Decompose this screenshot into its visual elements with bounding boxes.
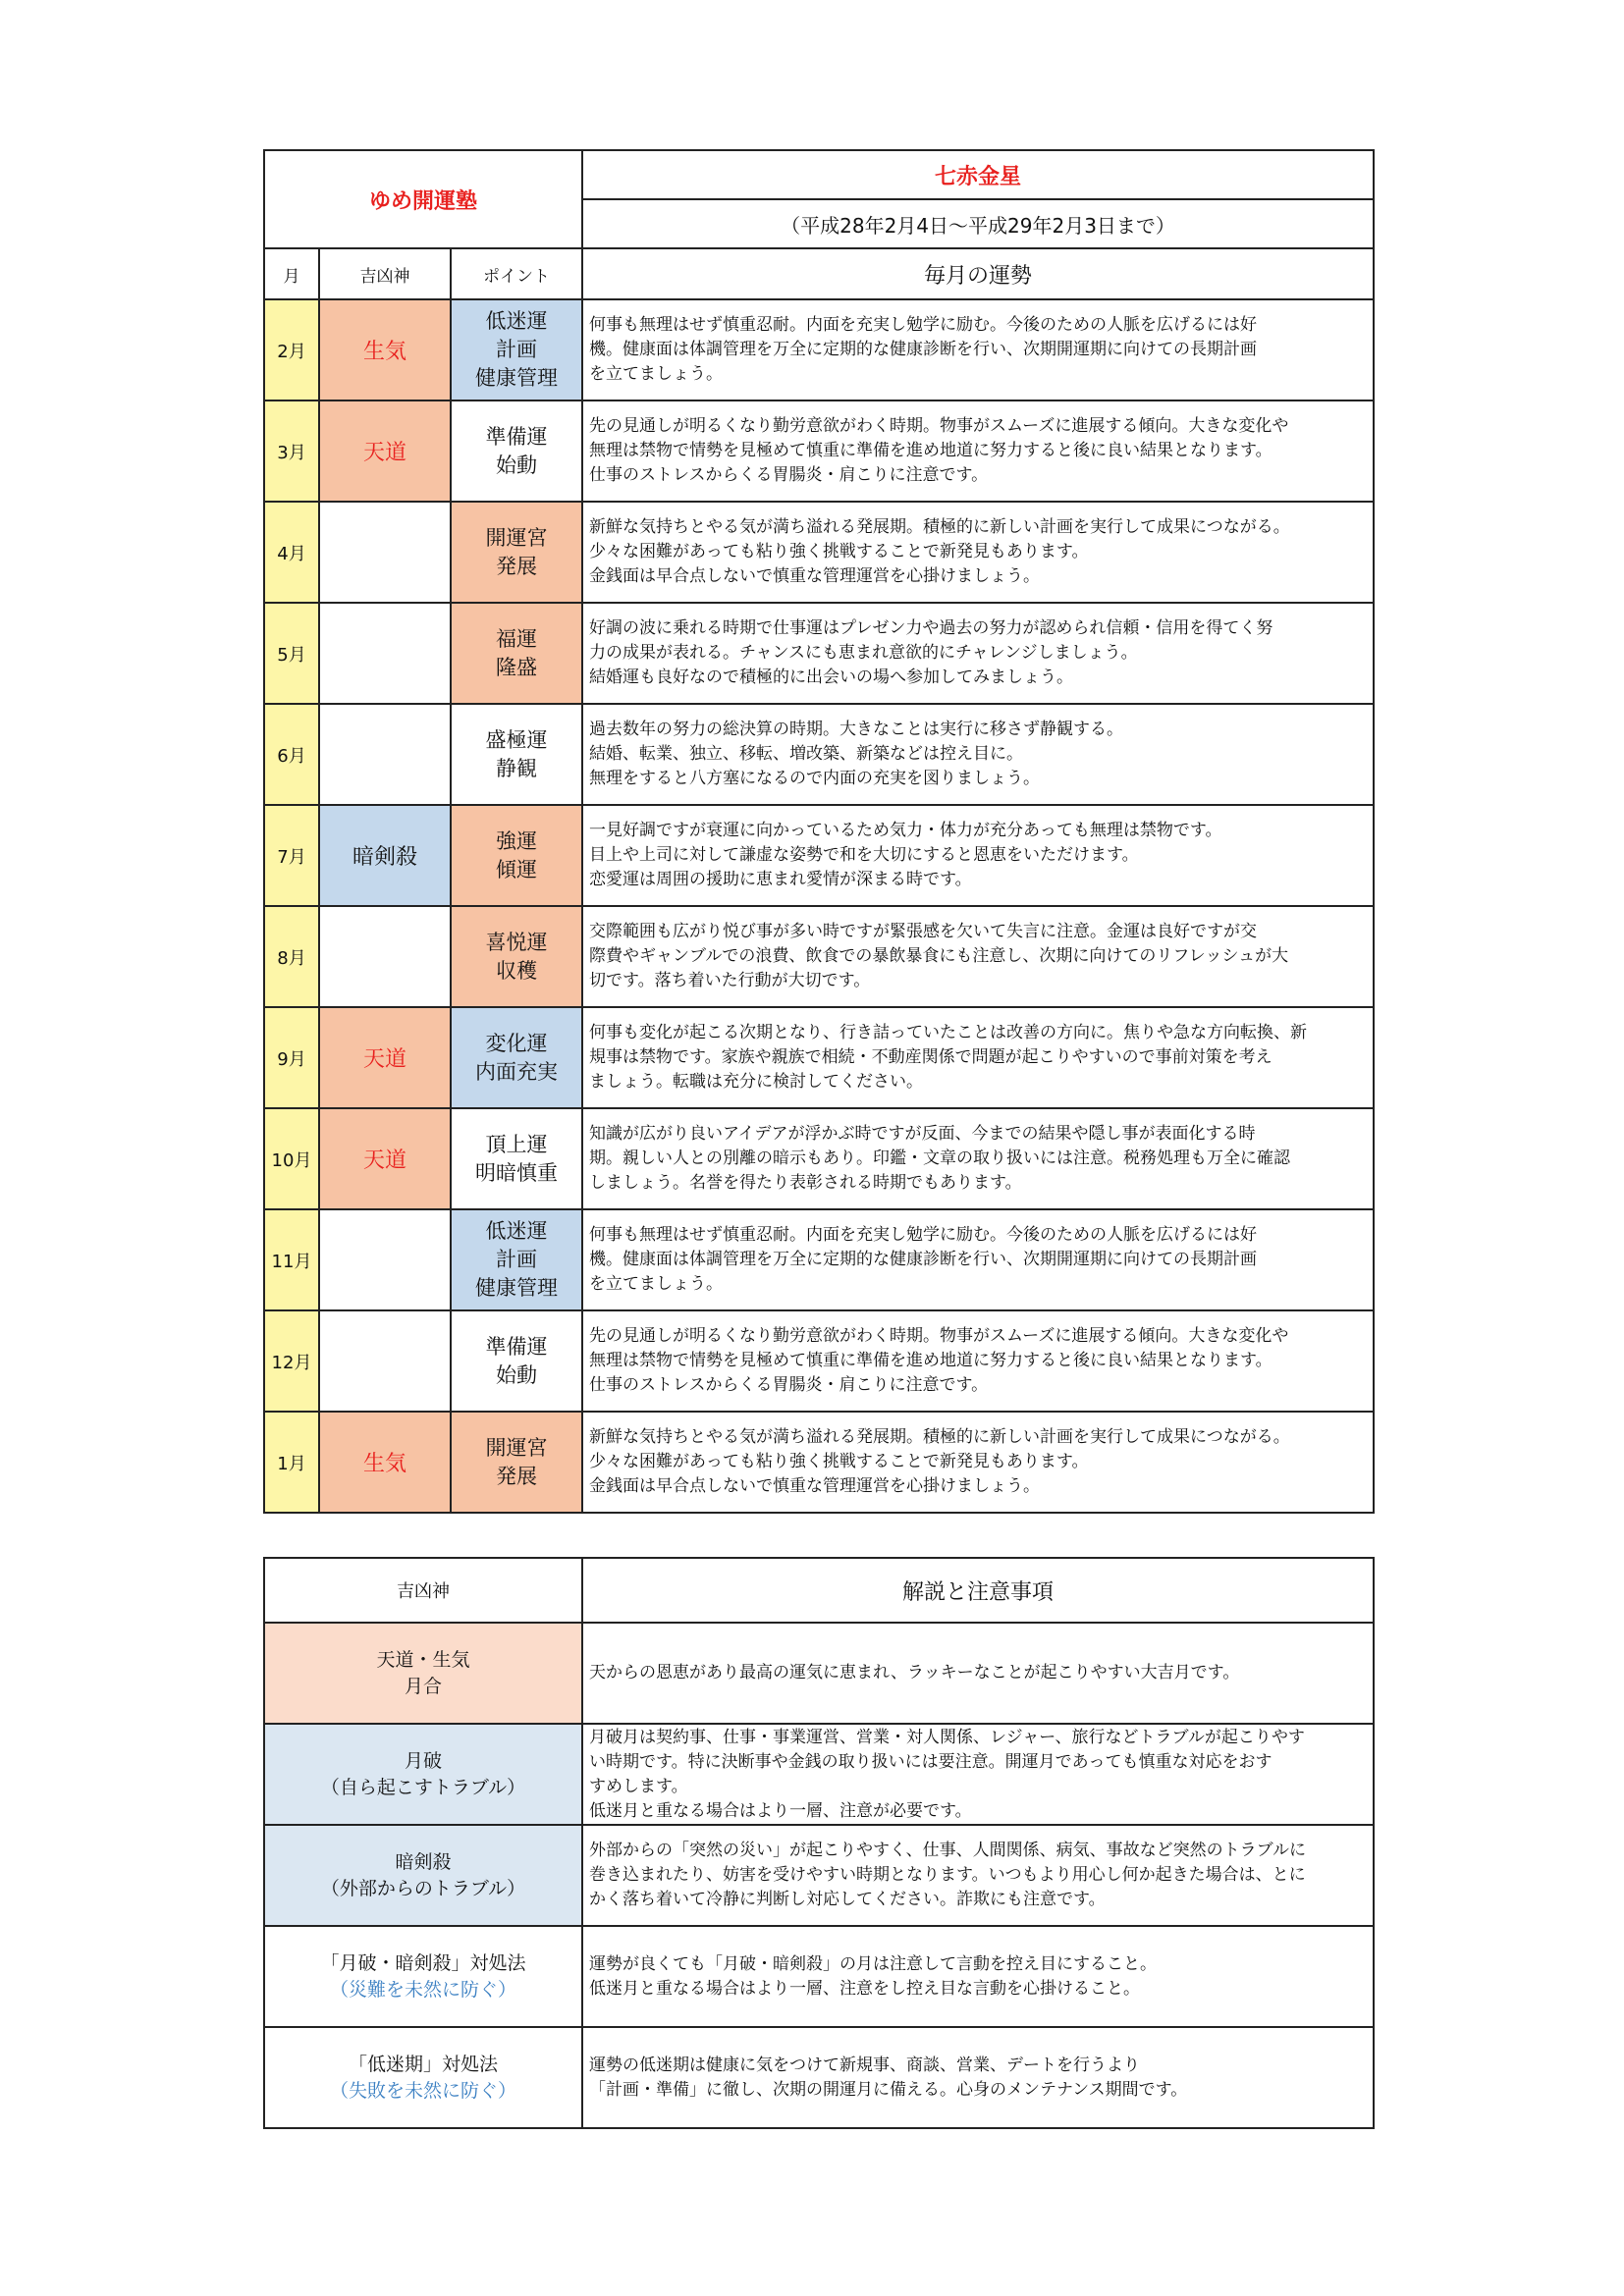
legend-name-cell bbox=[264, 1724, 582, 1825]
month-cell: 5月 bbox=[264, 603, 319, 704]
table-row bbox=[264, 1310, 1374, 1412]
point-line: 発展 bbox=[496, 1464, 538, 1488]
point-line: 発展 bbox=[496, 554, 538, 578]
point-line: 強運 bbox=[496, 828, 538, 853]
point-cell bbox=[451, 1310, 582, 1412]
description-line: 何事も無理はせず慎重忍耐。内面を充実し勉学に励む。今後のための人脈を広げるには好 bbox=[589, 1225, 1258, 1245]
legend-table bbox=[263, 1557, 1375, 2129]
legend-row bbox=[264, 1825, 1374, 1926]
description-line: 過去数年の努力の総決算の時期。大きなことは実行に移さず静観する。 bbox=[589, 720, 1124, 739]
legend-name-line: （自ら起こすトラブル） bbox=[320, 1776, 526, 1798]
description-line: 結婚運も良好なので積極的に出会いの場へ参加してみましょう。 bbox=[589, 667, 1074, 687]
kikyo-cell bbox=[319, 1209, 451, 1310]
legend-name-line: 月破 bbox=[404, 1749, 442, 1772]
point-line: 傾運 bbox=[496, 857, 538, 881]
description-line: 外部からの「突然の災い」が起こりやすく、仕事、人間関係、病気、事故など突然のトラブルに bbox=[589, 1841, 1306, 1860]
description-line: 少々な困難があっても粘り強く挑戦することで新発見もあります。 bbox=[589, 542, 1089, 561]
description-line: 交際範囲も広がり悦び事が多い時ですが緊張感を欠いて失言に注意。金運は良好ですが交 bbox=[589, 922, 1258, 941]
table-row bbox=[264, 603, 1374, 704]
month-cell: 8月 bbox=[264, 906, 319, 1007]
description-line: 恋愛運は周囲の援助に恵まれ愛情が深まる時です。 bbox=[589, 870, 972, 889]
point-line: 始動 bbox=[496, 453, 538, 477]
table-row bbox=[264, 1108, 1374, 1209]
point-line: 喜悦運 bbox=[485, 930, 548, 954]
table-row bbox=[264, 805, 1374, 906]
description-line: しましょう。名誉を得たり表彰される時期でもあります。 bbox=[589, 1173, 1022, 1193]
point-cell bbox=[451, 704, 582, 805]
fortune-description bbox=[582, 299, 1374, 400]
kikyo-cell: 天道 bbox=[319, 1108, 451, 1209]
month-cell: 4月 bbox=[264, 502, 319, 603]
point-cell bbox=[451, 603, 582, 704]
point-line: 隆盛 bbox=[496, 655, 538, 679]
point-cell bbox=[451, 906, 582, 1007]
table-row bbox=[264, 502, 1374, 603]
description-line: 運勢が良くても「月破・暗剣殺」の月は注意して言動を控え目にすること。 bbox=[589, 1953, 1157, 1974]
description-line: 少々な困難があっても粘り強く挑戦することで新発見もあります。 bbox=[589, 1452, 1089, 1471]
kikyo-cell: 生気 bbox=[319, 1412, 451, 1513]
description-line: 機。健康面は体調管理を万全に定期的な健康診断を行い、次期開運期に向けての長期計画 bbox=[589, 1250, 1258, 1269]
point-line: 計画 bbox=[496, 338, 538, 361]
point-cell bbox=[451, 1209, 582, 1310]
point-cell bbox=[451, 299, 582, 400]
description-line: 新鮮な気持ちとやる気が満ち溢れる発展期。積極的に新しい計画を実行して成果につながる。 bbox=[589, 1427, 1290, 1447]
fortune-description bbox=[582, 1007, 1374, 1108]
point-cell bbox=[451, 1108, 582, 1209]
fortune-description bbox=[582, 704, 1374, 805]
description-line: 期。親しい人との別離の暗示もあり。印鑑・文章の取り扱いには注意。税務処理も万全に確認 bbox=[589, 1148, 1291, 1168]
description-line: 低迷月と重なる場合はより一層、注意が必要です。 bbox=[589, 1800, 972, 1821]
description-line: 規事は禁物です。家族や親族で相続・不動産関係で問題が起こりやすいので事前対策を考え bbox=[589, 1047, 1272, 1067]
legend-col-desc-header: 解説と注意事項 bbox=[582, 1558, 1374, 1623]
point-line: 静観 bbox=[496, 756, 538, 780]
description-line: すめします。 bbox=[589, 1776, 688, 1796]
description-line: 機。健康面は体調管理を万全に定期的な健康診断を行い、次期開運期に向けての長期計画 bbox=[589, 340, 1258, 359]
description-line: を立てましょう。 bbox=[589, 1274, 724, 1294]
month-cell: 3月 bbox=[264, 400, 319, 502]
legend-description bbox=[582, 1825, 1374, 1926]
point-line: 内面充実 bbox=[475, 1059, 559, 1084]
legend-col-name-header: 吉凶神 bbox=[264, 1558, 582, 1623]
legend-name-line: 「低迷期」対処法 bbox=[348, 2053, 498, 2075]
month-cell: 12月 bbox=[264, 1310, 319, 1412]
description-line: 目上や上司に対して謙虚な姿勢で和を大切にすると恩恵をいただけます。 bbox=[589, 845, 1139, 865]
description-line: 運勢の低迷期は健康に気をつけて新規事、商談、営業、デートを行うより bbox=[589, 2055, 1140, 2075]
point-line: 計画 bbox=[496, 1248, 538, 1271]
description-line: 金銭面は早合点しないで慎重な管理運営を心掛けましょう。 bbox=[589, 566, 1041, 586]
description-line: 天からの恩恵があり最高の運気に恵まれ、ラッキーなことが起こりやすい大吉月です。 bbox=[589, 1663, 1240, 1682]
table-row bbox=[264, 400, 1374, 502]
month-cell: 11月 bbox=[264, 1209, 319, 1310]
point-line: 福運 bbox=[496, 626, 538, 651]
description-line: 新鮮な気持ちとやる気が満ち溢れる発展期。積極的に新しい計画を実行して成果につながる。 bbox=[589, 517, 1290, 537]
point-line: 明暗慎重 bbox=[475, 1160, 559, 1185]
description-line: 無理は禁物で情勢を見極めて慎重に準備を進め地道に努力すると後に良い結果となります。 bbox=[589, 1351, 1272, 1370]
description-line: 仕事のストレスからくる胃腸炎・肩こりに注意です。 bbox=[589, 1375, 989, 1395]
fortune-description bbox=[582, 906, 1374, 1007]
period-text: （平成28年2月4日～平成29年2月3日まで） bbox=[582, 199, 1374, 248]
legend-row bbox=[264, 1926, 1374, 2027]
legend-name-line: 月合 bbox=[404, 1675, 442, 1697]
point-cell bbox=[451, 502, 582, 603]
point-line: 盛極運 bbox=[485, 727, 548, 752]
table-row bbox=[264, 704, 1374, 805]
col-point-header: ポイント bbox=[451, 248, 582, 299]
kikyo-cell: 天道 bbox=[319, 1007, 451, 1108]
point-line: 頂上運 bbox=[485, 1132, 548, 1156]
legend-description bbox=[582, 1724, 1374, 1825]
legend-description bbox=[582, 1623, 1374, 1724]
description-line: 際費やギャンブルでの浪費、飲食での暴飲暴食にも注意し、次期に向けてのリフレッシュが大 bbox=[589, 946, 1289, 966]
table-row bbox=[264, 1412, 1374, 1513]
point-line: 収穫 bbox=[496, 958, 538, 983]
col-kikyo-header: 吉凶神 bbox=[319, 248, 451, 299]
description-line: 何事も無理はせず慎重忍耐。内面を充実し勉学に励む。今後のための人脈を広げるには好 bbox=[589, 315, 1258, 335]
legend-name-cell bbox=[264, 1623, 582, 1724]
point-line: 健康管理 bbox=[475, 1276, 559, 1300]
legend-row bbox=[264, 1623, 1374, 1724]
kikyo-cell: 暗剣殺 bbox=[319, 805, 451, 906]
kikyo-cell: 生気 bbox=[319, 299, 451, 400]
kikyo-cell bbox=[319, 502, 451, 603]
point-line: 開運宮 bbox=[485, 1435, 548, 1460]
legend-row bbox=[264, 1724, 1374, 1825]
legend-name-line: 暗剣殺 bbox=[395, 1850, 452, 1873]
kikyo-cell bbox=[319, 1310, 451, 1412]
description-line: 「計画・準備」に徹し、次期の開運月に備える。心身のメンテナンス期間です。 bbox=[589, 2079, 1188, 2100]
point-line: 準備運 bbox=[485, 1334, 548, 1359]
fortune-description bbox=[582, 603, 1374, 704]
legend-sub-line: （失敗を未然に防ぐ） bbox=[329, 2079, 516, 2102]
table-row bbox=[264, 906, 1374, 1007]
kikyo-cell: 天道 bbox=[319, 400, 451, 502]
table-row bbox=[264, 1007, 1374, 1108]
point-line: 開運宮 bbox=[485, 525, 548, 550]
legend-name-cell bbox=[264, 2027, 582, 2128]
point-cell bbox=[451, 400, 582, 502]
description-line: い時期です。特に決断事や金銭の取り扱いには要注意。開運月であっても慎重な対応をおす bbox=[589, 1751, 1272, 1772]
point-cell bbox=[451, 805, 582, 906]
point-line: 準備運 bbox=[485, 424, 548, 449]
description-line: 仕事のストレスからくる胃腸炎・肩こりに注意です。 bbox=[589, 465, 989, 485]
point-line: 低迷運 bbox=[485, 309, 548, 333]
monthly-fortune-table bbox=[263, 149, 1375, 1514]
description-line: かく落ち着いて冷静に判断し対応してください。詐欺にも注意です。 bbox=[589, 1890, 1106, 1909]
month-cell: 9月 bbox=[264, 1007, 319, 1108]
description-line: 何事も変化が起こる次期となり、行き詰っていたことは改善の方向に。焦りや急な方向転換、新 bbox=[589, 1023, 1308, 1042]
description-line: 切です。落ち着いた行動が大切です。 bbox=[589, 971, 871, 990]
legend-description bbox=[582, 2027, 1374, 2128]
description-line: 先の見通しが明るくなり勤労意欲がわく時期。物事がスムーズに進展する傾向。大きな変化や bbox=[589, 416, 1289, 436]
description-line: を立てましょう。 bbox=[589, 364, 724, 384]
fortune-description bbox=[582, 1310, 1374, 1412]
point-line: 始動 bbox=[496, 1362, 538, 1387]
description-line: 無理をすると八方塞になるので内面の充実を図りましょう。 bbox=[589, 769, 1041, 788]
point-cell bbox=[451, 1412, 582, 1513]
col-fortune-header: 毎月の運勢 bbox=[582, 248, 1374, 299]
point-line: 変化運 bbox=[485, 1031, 548, 1055]
description-line: 知識が広がり良いアイデアが浮かぶ時ですが反面、今までの結果や隠し事が表面化する時 bbox=[589, 1124, 1256, 1144]
legend-row bbox=[264, 2027, 1374, 2128]
kikyo-cell bbox=[319, 603, 451, 704]
description-line: 結婚、転業、独立、移転、増改築、新築などは控え目に。 bbox=[589, 744, 1024, 764]
description-line: 月破月は契約事、仕事・事業運営、営業・対人関係、レジャー、旅行などトラブルが起こりやす bbox=[589, 1727, 1305, 1747]
legend-name-cell bbox=[264, 1926, 582, 2027]
kikyo-cell bbox=[319, 704, 451, 805]
legend-description bbox=[582, 1926, 1374, 2027]
description-line: 好調の波に乗れる時期で仕事運はプレゼン力や過去の努力が認められ信頼・信用を得てく努 bbox=[589, 618, 1273, 638]
fortune-description bbox=[582, 1108, 1374, 1209]
month-cell: 2月 bbox=[264, 299, 319, 400]
legend-name-line: 「月破・暗剣殺」対処法 bbox=[320, 1951, 526, 1974]
description-line: 先の見通しが明るくなり勤労意欲がわく時期。物事がスムーズに進展する傾向。大きな変化や bbox=[589, 1326, 1289, 1346]
fortune-description bbox=[582, 400, 1374, 502]
school-name: ゆめ開運塾 bbox=[264, 150, 582, 248]
description-line: 巻き込まれたり、妨害を受けやすい時期となります。いつもより用心し何か起きた場合は、とに bbox=[589, 1865, 1306, 1885]
description-line: 金銭面は早合点しないで慎重な管理運営を心掛けましょう。 bbox=[589, 1476, 1041, 1496]
point-line: 低迷運 bbox=[485, 1219, 548, 1243]
table-row bbox=[264, 1209, 1374, 1310]
month-cell: 6月 bbox=[264, 704, 319, 805]
description-line: 無理は禁物で情勢を見極めて慎重に準備を進め地道に努力すると後に良い結果となります。 bbox=[589, 441, 1272, 460]
legend-name-line: （外部からのトラブル） bbox=[320, 1877, 526, 1899]
fortune-description bbox=[582, 805, 1374, 906]
description-line: 低迷月と重なる場合はより一層、注意をし控え目な言動を心掛けること。 bbox=[589, 1978, 1140, 1999]
description-line: 一見好調ですが衰運に向かっているため気力・体力が充分あっても無理は禁物です。 bbox=[589, 821, 1222, 840]
legend-name-cell bbox=[264, 1825, 582, 1926]
description-line: 力の成果が表れる。チャンスにも恵まれ意欲的にチャレンジしましょう。 bbox=[589, 643, 1138, 663]
col-month-header: 月 bbox=[264, 248, 319, 299]
star-title: 七赤金星 bbox=[582, 150, 1374, 199]
point-line: 健康管理 bbox=[475, 366, 559, 390]
legend-name-line: 天道・生気 bbox=[376, 1648, 470, 1671]
description-line: ましょう。転職は充分に検討してください。 bbox=[589, 1072, 924, 1092]
month-cell: 10月 bbox=[264, 1108, 319, 1209]
fortune-description bbox=[582, 1412, 1374, 1513]
legend-sub-line: （災難を未然に防ぐ） bbox=[329, 1978, 516, 2001]
month-cell: 7月 bbox=[264, 805, 319, 906]
table-row bbox=[264, 299, 1374, 400]
kikyo-cell bbox=[319, 906, 451, 1007]
point-cell bbox=[451, 1007, 582, 1108]
fortune-description bbox=[582, 502, 1374, 603]
fortune-description bbox=[582, 1209, 1374, 1310]
month-cell: 1月 bbox=[264, 1412, 319, 1513]
